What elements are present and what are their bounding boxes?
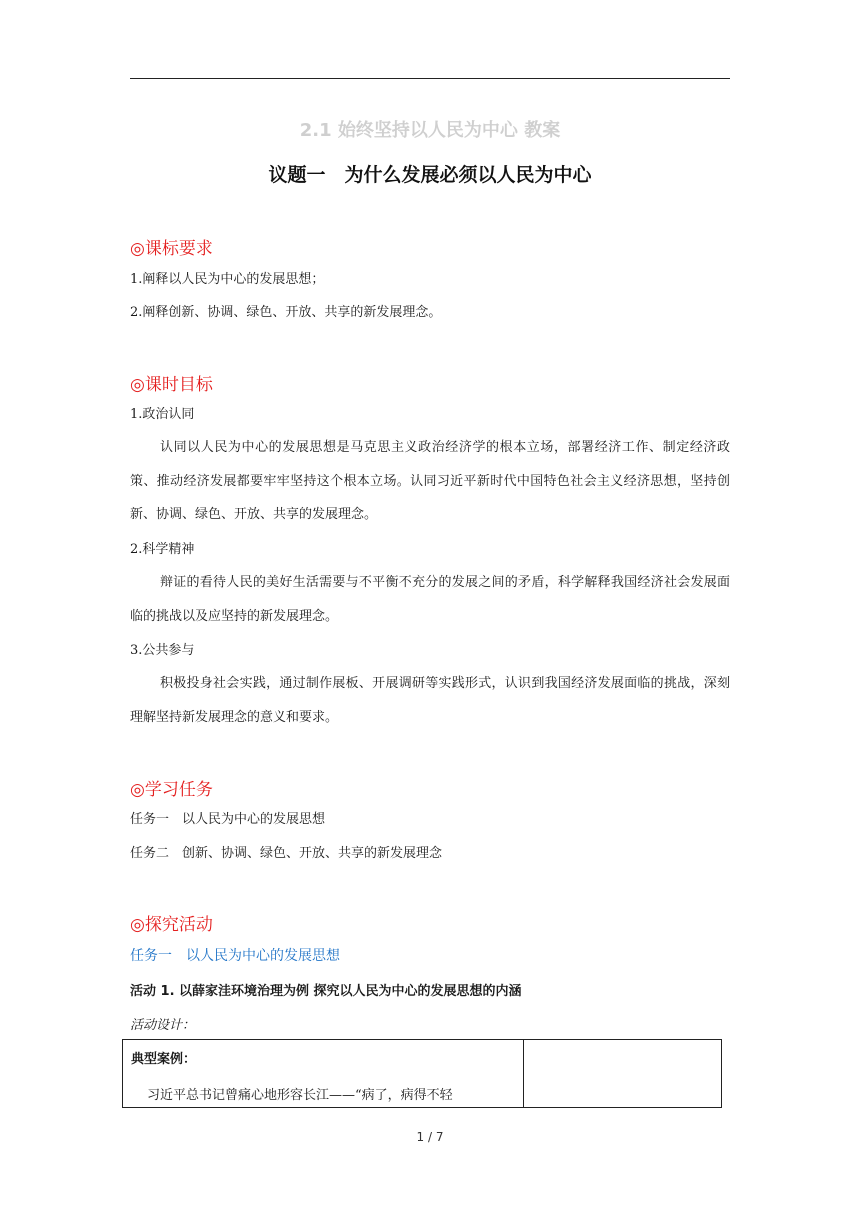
case-table <box>122 1039 722 1108</box>
header-rule <box>130 78 730 79</box>
section-heading-tasks: ◎学习任务 <box>130 780 213 800</box>
objective-text: 辩证的看待人民的美好生活需要与不平衡不充分的发展之间的矛盾，科学解释我国经济社会发展面临的挑战以及应坚持的新发展理念。 <box>130 575 730 624</box>
activity-design-label: 活动设计： <box>130 1018 196 1033</box>
section-heading-activities: ◎探究活动 <box>130 915 213 935</box>
task-item: 任务一 以人民为中心的发展思想 <box>130 812 326 827</box>
objective-label: 2.科学精神 <box>130 542 195 557</box>
objective-text: 积极投身社会实践，通过制作展板、开展调研等实践形式，认识到我国经济发展面临的挑战，深刻理解坚持新发展理念的意义和要求。 <box>130 676 730 725</box>
objective-label: 3.公共参与 <box>130 643 195 658</box>
objective-text: 认同以人民为中心的发展思想是马克思主义政治经济学的根本立场，部署经济工作、制定经济政策、推动经济发展都要牢牢坚持这个根本立场。认同习近平新时代中国特色社会主义经济思想，坚持创新、协调、绿色、开放、共享的发展理念。 <box>130 440 730 522</box>
standard-item: 1.阐释以人民为中心的发展思想； <box>130 272 325 287</box>
issue-title: 议题一 为什么发展必须以人民为中心 <box>268 164 592 186</box>
standard-item: 2.阐释创新、协调、绿色、开放、共享的新发展理念。 <box>130 305 442 320</box>
page-number: 1 / 7 <box>416 1130 444 1144</box>
table-column-divider <box>523 1040 524 1107</box>
objective-label: 1.政治认同 <box>130 407 195 422</box>
section-heading-objectives: ◎课时目标 <box>130 375 213 395</box>
task-item: 任务二 创新、协调、绿色、开放、共享的新发展理念 <box>130 846 443 861</box>
activity-title: 活动 1. 以薛家洼环境治理为例 探究以人民为中心的发展思想的内涵 <box>130 984 522 999</box>
case-text: 习近平总书记曾痛心地形容长江——“病了，病得不轻 <box>147 1088 453 1103</box>
case-heading: 典型案例： <box>131 1052 197 1067</box>
activity-task-title: 任务一 以人民为中心的发展思想 <box>130 948 340 964</box>
section-heading-standards: ◎课标要求 <box>130 239 213 259</box>
document-title: 2.1 始终坚持以人民为中心 教案 <box>299 120 561 141</box>
